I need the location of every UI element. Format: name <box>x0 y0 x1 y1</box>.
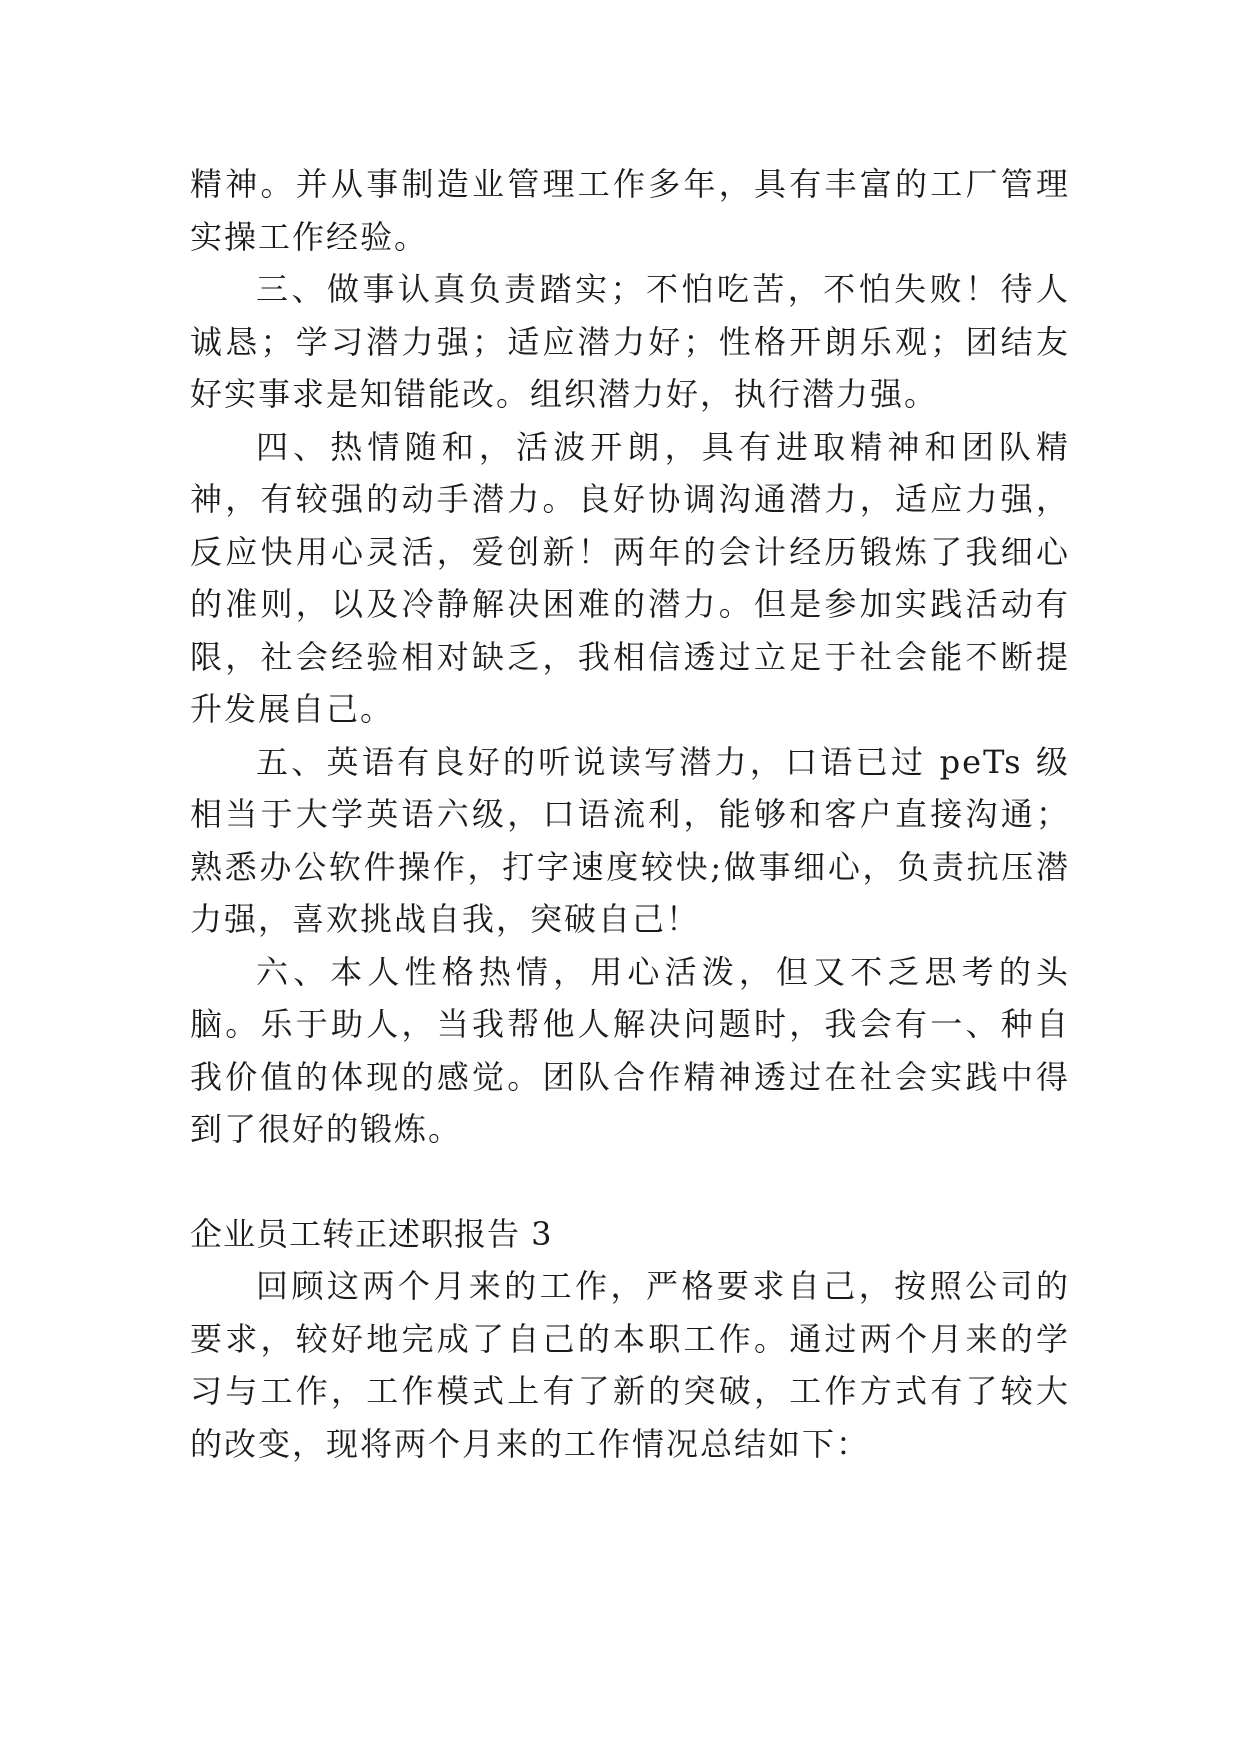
paragraph-item-4: 四、热情随和，活波开朗，具有进取精神和团队精神，有较强的动手潜力。良好协调沟通潜力，适应力强，反应快用心灵活，爱创新！两年的会计经历锻炼了我细心的准则，以及冷静解决困难的潜力。但是参加实践活动有限，社会经验相对缺乏，我相信透过立足于社会能不断提升发展自己。 <box>190 427 1070 728</box>
section-title: 企业员工转正述职报告 3 <box>190 1214 553 1253</box>
document-body <box>190 158 1070 1470</box>
section-paragraph: 回顾这两个月来的工作，严格要求自己，按照公司的要求，较好地完成了自己的本职工作。通过两个月来的学习与工作，工作模式上有了新的突破，工作方式有了较大的改变，现将两个月来的工作情况总结如下： <box>190 1267 1070 1463</box>
paragraph-item-6: 六、本人性格热情，用心活泼，但又不乏思考的头脑。乐于助人，当我帮他人解决问题时，我会有一、种自我价值的体现的感觉。团队合作精神透过在社会实践中得到了很好的锻炼。 <box>190 952 1070 1148</box>
paragraph-continuation: 精神。并从事制造业管理工作多年，具有丰富的工厂管理实操工作经验。 <box>190 165 1070 256</box>
paragraph-item-3: 三、做事认真负责踏实；不怕吃苦，不怕失败！待人诚恳；学习潜力强；适应潜力好；性格开朗乐观；团结友好实事求是知错能改。组织潜力好，执行潜力强。 <box>190 270 1070 413</box>
paragraph-item-5: 五、英语有良好的听说读写潜力，口语已过 peTs 级相当于大学英语六级，口语流利，能够和客户直接沟通；熟悉办公软件操作，打字速度较快;做事细心，负责抗压潜力强，喜欢挑战自我，突破自己！ <box>190 742 1070 938</box>
